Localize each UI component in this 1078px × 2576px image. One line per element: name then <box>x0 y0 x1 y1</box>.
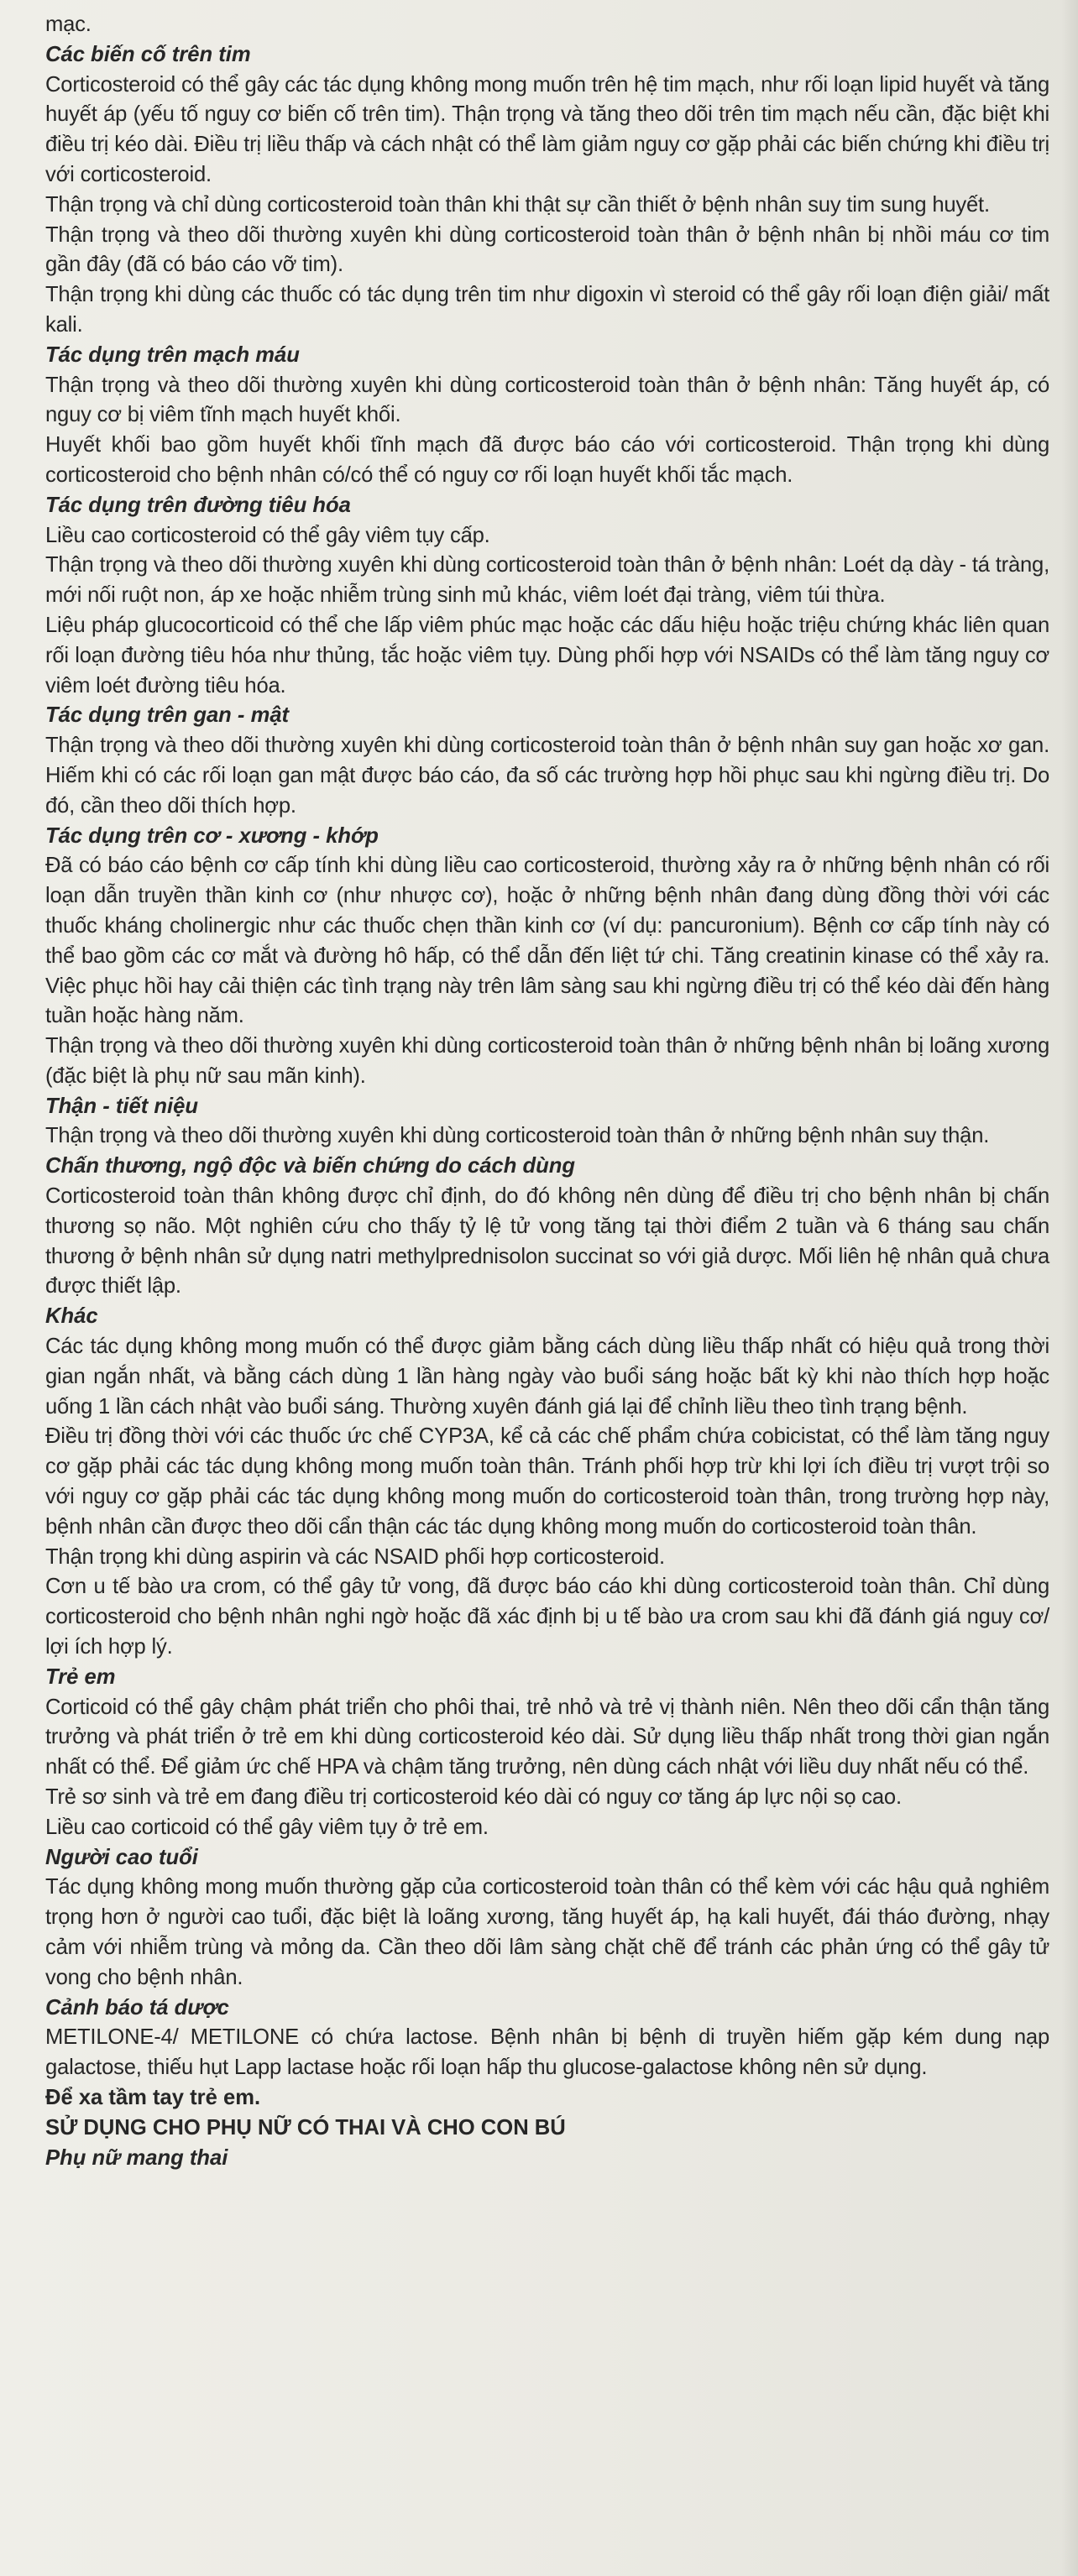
paragraph: Thận trọng và theo dõi thường xuyên khi dùng corticosteroid toàn thân ở những bệnh nhân bị loãng xương (đặc biệt là phụ nữ sau mãn kinh). <box>45 1034 1049 1088</box>
paragraph: Thận trọng và theo dõi thường xuyên khi dùng corticosteroid toàn thân ở bệnh nhân suy gan hoặc xơ gan. Hiếm khi có các rối loạn gan mật được báo cáo, đa số các trường hợp hồi phục sau khi ngừng điều trị. Do đó, cần theo dõi thích hợp. <box>45 734 1049 818</box>
section-heading: Tác dụng trên đường tiêu hóa <box>45 493 351 517</box>
bold-notice: Để xa tầm tay trẻ em. <box>45 2085 261 2109</box>
paragraph: Điều trị đồng thời với các thuốc ức chế CYP3A, kể cả các chế phẩm chứa cobicistat, có thể làm tăng nguy cơ gặp phải các tác dụng không mong muốn toàn thân. Tránh phối hợp trừ khi lợi ích điều trị vượt trội so với nguy cơ gặp phải các tác dụng không mong muốn do corticosteroid toàn thân, trong trường hợp này, bệnh nhân cần được theo dõi cẩn thận các tác dụng không mong muốn do corticosteroid toàn thân. <box>45 1424 1049 1539</box>
section-heading: Cảnh báo tá dược <box>45 1995 229 2020</box>
paragraph: Thận trọng và theo dõi thường xuyên khi dùng corticosteroid toàn thân ở những bệnh nhân suy thận. <box>45 1124 990 1148</box>
paragraph: Tác dụng không mong muốn thường gặp của corticosteroid toàn thân có thể kèm với các hậu quả nghiêm trọng hơn ở người cao tuổi, đặc biệt là loãng xương, tăng huyết áp, hạ kali huyết, đái tháo đường, nhạy cảm với nhiễm trùng và mỏng da. Cần theo dõi lâm sàng chặt chẽ để tránh các phản ứng có thể gây tử vong cho bệnh nhân. <box>45 1875 1049 1989</box>
section-heading: Trẻ em <box>45 1664 116 1689</box>
paragraph: Đã có báo cáo bệnh cơ cấp tính khi dùng liều cao corticosteroid, thường xảy ra ở những bệnh nhân có rối loạn dẫn truyền thần kinh cơ (như nhược cơ), hoặc ở những bệnh nhân đang dùng đồng thời với các thuốc kháng cholinergic như các thuốc chẹn thần kinh cơ (ví dụ: pancuronium). Bệnh cơ cấp tính này có thể bao gồm các cơ mắt và đường hô hấp, có thể dẫn đến liệt tứ chi. Tăng creatinin kinase có thể xảy ra. Việc phục hồi hay cải thiện các tình trạng này trên lâm sàng sau khi ngừng điều trị có thể kéo dài đến hàng tuần hoặc hàng năm. <box>45 854 1049 1028</box>
section-heading: Tác dụng trên gan - mật <box>45 703 290 728</box>
paragraph: Thận trọng và theo dõi thường xuyên khi dùng corticosteroid toàn thân ở bệnh nhân: Tăng huyết áp, có nguy cơ bị viêm tĩnh mạch huyết khối. <box>45 373 1049 427</box>
section-heading: Khác <box>45 1304 98 1329</box>
paragraph: Liều cao corticoid có thể gây viêm tụy ở trẻ em. <box>45 1815 489 1839</box>
paragraph: Trẻ sơ sinh và trẻ em đang điều trị corticosteroid kéo dài có nguy cơ tăng áp lực nội sọ cao. <box>45 1785 902 1810</box>
paragraph: Thận trọng và theo dõi thường xuyên khi dùng corticosteroid toàn thân ở bệnh nhân: Loét dạ dày - tá tràng, mới nối ruột non, áp xe hoặc nhiễm trùng sinh mủ khác, viêm loét đại tràng, viêm túi thừa. <box>45 553 1049 608</box>
section-heading: Thận - tiết niệu <box>45 1094 198 1118</box>
section-heading: Người cao tuổi <box>45 1845 198 1869</box>
section-heading: Tác dụng trên cơ - xương - khớp <box>45 823 379 848</box>
main-heading: SỬ DỤNG CHO PHỤ NỮ CÓ THAI VÀ CHO CON BÚ <box>45 2115 566 2140</box>
paragraph: Corticosteroid toàn thân không được chỉ định, do đó không nên dùng để điều trị cho bệnh nhân bị chấn thương sọ não. Một nghiên cứu cho thấy tỷ lệ tử vong tăng tại thời điểm 2 tuần và 6 tháng sau chấn thương ở bệnh nhân sử dụng natri methylprednisolon succinat so với giả dược. Mối liên hệ nhân quả chưa được thiết lập. <box>45 1184 1049 1298</box>
paragraph: Corticoid có thể gây chậm phát triển cho phôi thai, trẻ nhỏ và trẻ vị thành niên. Nên theo dõi cẩn thận tăng trưởng và phát triển ở trẻ em khi dùng corticosteroid kéo dài. Sử dụng liều thấp nhất trong thời gian ngắn nhất có thể. Để giảm ức chế HPA và chậm tăng trưởng, nên dùng cách nhật với liều duy nhất nếu có thể. <box>45 1695 1049 1779</box>
section-heading: Các biến cố trên tim <box>45 42 251 66</box>
paragraph: mạc. <box>45 13 92 36</box>
paragraph: Thận trọng khi dùng aspirin và các NSAID phối hợp corticosteroid. <box>45 1544 665 1569</box>
page-edge-shadow <box>1061 0 1078 2576</box>
paragraph: Huyết khối bao gồm huyết khối tĩnh mạch đã được báo cáo với corticosteroid. Thận trọng khi dùng corticosteroid cho bệnh nhân có/có thể có nguy cơ rối loạn huyết khối tắc mạch. <box>45 433 1049 487</box>
paragraph: Corticosteroid có thể gây các tác dụng không mong muốn trên hệ tim mạch, như rối loạn lipid huyết và tăng huyết áp (yếu tố nguy cơ biến cố trên tim). Thận trọng và tăng theo dõi trên tim mạch nếu cần, đặc biệt khi điều trị kéo dài. Điều trị liều thấp và cách nhật có thể làm giảm nguy cơ gặp phải các biến chứng khi điều trị với corticosteroid. <box>45 72 1049 186</box>
paragraph: Thận trọng và chỉ dùng corticosteroid toàn thân khi thật sự cần thiết ở bệnh nhân suy tim sung huyết. <box>45 192 990 217</box>
section-heading: Tác dụng trên mạch máu <box>45 342 300 367</box>
document-body <box>45 10 1049 2173</box>
paragraph: METILONE-4/ METILONE có chứa lactose. Bệnh nhân bị bệnh di truyền hiếm gặp kém dung nạp galactose, thiếu hụt Lapp lactase hoặc rối loạn hấp thu glucose-galactose không nên sử dụng. <box>45 2025 1049 2080</box>
section-heading: Chấn thương, ngộ độc và biến chứng do cách dùng <box>45 1154 575 1178</box>
paragraph: Thận trọng và theo dõi thường xuyên khi dùng corticosteroid toàn thân ở bệnh nhân bị nhồi máu cơ tim gần đây (đã có báo cáo vỡ tim). <box>45 222 1049 277</box>
paragraph: Liệu pháp glucocorticoid có thể che lấp viêm phúc mạc hoặc các dấu hiệu hoặc triệu chứng khác liên quan rối loạn đường tiêu hóa như thủng, tắc hoặc viêm tụy. Dùng phối hợp với NSAIDs có thể làm tăng nguy cơ viêm loét đường tiêu hóa. <box>45 613 1049 698</box>
paragraph: Cơn u tế bào ưa crom, có thể gây tử vong, đã được báo cáo khi dùng corticosteroid toàn thân. Chỉ dùng corticosteroid cho bệnh nhân nghi ngờ hoặc đã xác định bị u tế bào ưa crom sau khi đã đánh giá nguy cơ/ lợi ích hợp lý. <box>45 1575 1049 1659</box>
paragraph: Các tác dụng không mong muốn có thể được giảm bằng cách dùng liều thấp nhất có hiệu quả trong thời gian ngắn nhất, và bằng cách dùng 1 lần hàng ngày vào buổi sáng hoặc bất kỳ khi nào thích hợp hoặc uống 1 lần cách nhật vào buổi sáng. Thường xuyên đánh giá lại để chỉnh liều theo tình trạng bệnh. <box>45 1335 1049 1419</box>
paragraph: Thận trọng khi dùng các thuốc có tác dụng trên tim như digoxin vì steroid có thể gây rối loạn điện giải/ mất kali. <box>45 283 1049 337</box>
section-heading: Phụ nữ mang thai <box>45 2145 228 2170</box>
paragraph: Liều cao corticosteroid có thể gây viêm tụy cấp. <box>45 523 490 547</box>
